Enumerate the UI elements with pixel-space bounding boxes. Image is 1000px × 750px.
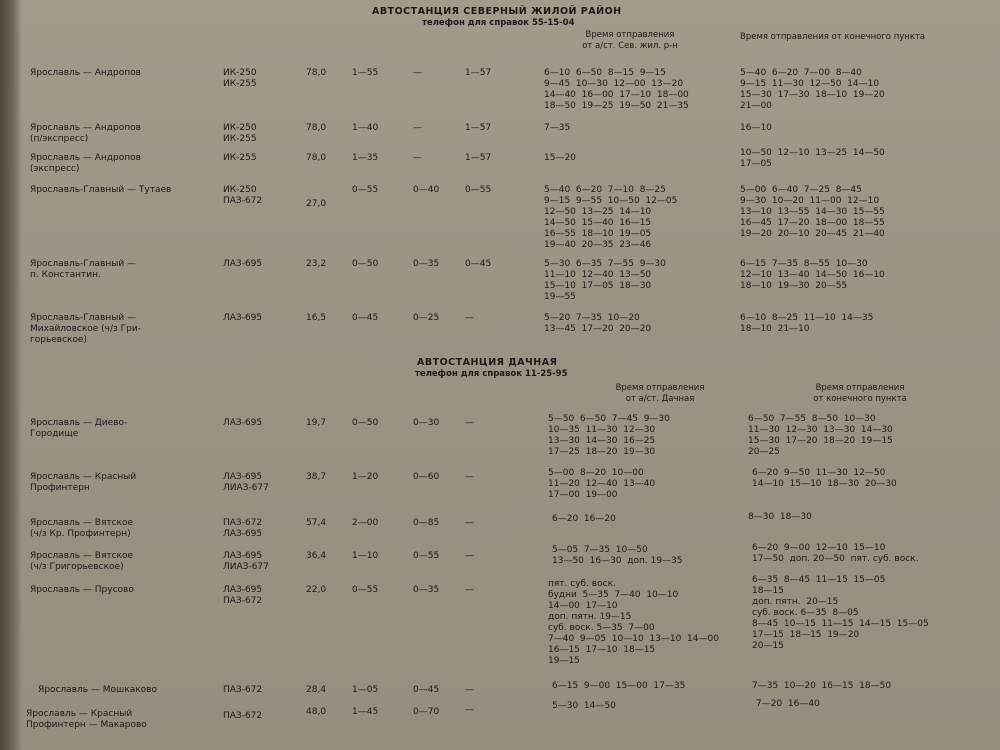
bus-type: ЛАЗ-695 ЛИАЗ-677 bbox=[223, 472, 269, 493]
travel-time-3: 1—57 bbox=[465, 123, 492, 133]
return-times: 7—35 10—20 16—15 18—50 bbox=[752, 681, 892, 691]
travel-time-3: 1—57 bbox=[465, 68, 492, 78]
travel-time-2: 0—45 bbox=[413, 685, 440, 695]
travel-time-3: 1—57 bbox=[465, 153, 492, 163]
return-times: 8—30 18—30 bbox=[748, 512, 812, 522]
departure-times: 5—20 7—35 10—20 13—45 17—20 20—20 bbox=[544, 313, 652, 334]
route-name: Ярославль — Прусово bbox=[30, 585, 134, 595]
bus-type: ИК-250 ПАЗ-672 bbox=[223, 185, 263, 206]
return-times: 6—35 8—45 11—15 15—05 18—15 доп. пятн. 20—15 суб. воск. 6—35 8—05 8—45 10—15 11—15 14—15 15—05 17—15 18—15 19—20 20—15 bbox=[752, 575, 929, 651]
distance: 78,0 bbox=[306, 68, 327, 78]
distance: 22,0 bbox=[306, 585, 327, 595]
travel-time-3: — bbox=[465, 551, 474, 561]
travel-time-3: — bbox=[465, 472, 474, 482]
bus-type: ПАЗ-672 ЛАЗ-695 bbox=[223, 518, 263, 539]
return-times: 5—40 6—20 7—00 8—40 9—15 11—30 12—50 14—10 15—30 17—30 18—10 19—20 21—00 bbox=[740, 68, 885, 111]
bus-type: ЛАЗ-695 ПАЗ-672 bbox=[223, 585, 263, 606]
travel-time-2: 0—70 bbox=[413, 707, 440, 717]
bus-type: ПАЗ-672 bbox=[223, 685, 263, 695]
route-name: Ярославль — Красный Профинтерн — Макарово bbox=[26, 709, 147, 730]
travel-time-3: — bbox=[465, 585, 474, 595]
distance: 16,5 bbox=[306, 313, 327, 323]
departure-times: 5—00 8—20 10—00 11—20 12—40 13—40 17—00 19—00 bbox=[548, 468, 656, 500]
travel-time: 0—55 bbox=[352, 585, 379, 595]
travel-time: 1—20 bbox=[352, 472, 379, 482]
travel-time-2: 0—55 bbox=[413, 551, 440, 561]
distance: 28,4 bbox=[306, 685, 327, 695]
return-times: 7—20 16—40 bbox=[756, 699, 820, 709]
bus-type: ПАЗ-672 bbox=[223, 711, 263, 721]
route-name: Ярославль — Андропов (экспресс) bbox=[30, 153, 141, 174]
travel-time-3: 0—55 bbox=[465, 185, 492, 195]
return-times: 5—00 6—40 7—25 8—45 9—30 10—20 11—00 12—10 13—10 13—55 14—30 15—55 16—45 17—20 18—00 18—55 19—20 20—10 20—45 21—40 bbox=[740, 185, 885, 239]
travel-time-2: — bbox=[413, 68, 422, 78]
route-name: Ярославль — Вятское (ч/з Григорьевское) bbox=[30, 551, 134, 572]
distance: 78,0 bbox=[306, 123, 327, 133]
route-name: Ярославль — Мошкаково bbox=[38, 685, 157, 695]
route-name: Ярославль-Главный — п. Константин. bbox=[30, 259, 137, 280]
ret-header-north: Время отправления от конечного пункта bbox=[740, 32, 926, 42]
travel-time-3: — bbox=[465, 685, 474, 695]
departure-times: 6—15 9—00 15—00 17—35 bbox=[552, 681, 686, 691]
bus-type: ЛАЗ-695 bbox=[223, 313, 263, 323]
ret-header-dachnaya: Время отправления от конечного пункта bbox=[813, 383, 907, 404]
travel-time-2: — bbox=[413, 153, 422, 163]
travel-time-2: 0—60 bbox=[413, 472, 440, 482]
travel-time-2: 0—40 bbox=[413, 185, 440, 195]
travel-time-2: 0—85 bbox=[413, 518, 440, 528]
return-times: 6—20 9—50 11—30 12—50 14—10 15—10 18—30 20—30 bbox=[752, 468, 897, 489]
distance: 48,0 bbox=[306, 707, 327, 717]
return-times: 16—10 bbox=[740, 123, 772, 133]
route-name: Ярославль-Главный — Тутаев bbox=[30, 185, 172, 195]
travel-time-2: — bbox=[413, 123, 422, 133]
distance: 38,7 bbox=[306, 472, 327, 482]
route-name: Ярославль — Андропов (п/экспресс) bbox=[30, 123, 141, 144]
travel-time-3: — bbox=[465, 518, 474, 528]
travel-time: 0—50 bbox=[352, 259, 379, 269]
travel-time: 0—45 bbox=[352, 313, 379, 323]
bus-type: ИК-250 ИК-255 bbox=[223, 123, 257, 144]
bus-type: ИК-255 bbox=[223, 153, 257, 163]
departure-times: 5—30 14—50 bbox=[552, 701, 616, 711]
bus-type: ЛАЗ-695 bbox=[223, 259, 263, 269]
distance: 23,2 bbox=[306, 259, 327, 269]
travel-time: 1—55 bbox=[352, 68, 379, 78]
distance: 27,0 bbox=[306, 199, 327, 209]
return-times: 6—15 7—35 8—55 10—30 12—10 13—40 14—50 16—10 18—10 19—30 20—55 bbox=[740, 259, 885, 291]
departure-times: 5—40 6—20 7—10 8—25 9—15 9—55 10—50 12—05 12—50 13—25 14—10 14—50 15—40 16—15 16—55 18—10 19—05 19—40 20—35 23—46 bbox=[544, 185, 678, 250]
departure-times: 5—50 6—50 7—45 9—30 10—35 11—30 12—30 13—30 14—30 16—25 17—25 18—20 19—30 bbox=[548, 414, 670, 457]
page-edge-shadow bbox=[0, 0, 22, 750]
travel-time-2: 0—30 bbox=[413, 418, 440, 428]
section-title-north: АВТОСТАНЦИЯ СЕВЕРНЫЙ ЖИЛОЙ РАЙОН bbox=[372, 6, 622, 17]
route-name: Ярославль — Красный Профинтерн bbox=[30, 472, 137, 493]
route-name: Ярославль — Андропов bbox=[30, 68, 141, 78]
return-times: 10—50 12—10 13—25 14—50 17—05 bbox=[740, 148, 885, 169]
travel-time: 1—35 bbox=[352, 153, 379, 163]
section-title-dachnaya: АВТОСТАНЦИЯ ДАЧНАЯ bbox=[417, 357, 558, 368]
departure-times: 6—10 6—50 8—15 9—15 9—45 10—30 12—00 13—20 14—40 16—00 17—10 18—00 18—50 19—25 19—50 21—35 bbox=[544, 68, 689, 111]
travel-time-2: 0—35 bbox=[413, 259, 440, 269]
travel-time: 1—10 bbox=[352, 551, 379, 561]
departure-times: 15—20 bbox=[544, 153, 576, 163]
bus-type: ЛАЗ-695 ЛИАЗ-677 bbox=[223, 551, 269, 572]
distance: 57,4 bbox=[306, 518, 327, 528]
travel-time: 1—05 bbox=[352, 685, 379, 695]
departure-times: 7—35 bbox=[544, 123, 571, 133]
bus-type: ЛАЗ-695 bbox=[223, 418, 263, 428]
travel-time-3: — bbox=[465, 418, 474, 428]
section-phone-dachnaya: телефон для справок 11-25-95 bbox=[415, 369, 568, 379]
travel-time: 2—00 bbox=[352, 518, 379, 528]
distance: 78,0 bbox=[306, 153, 327, 163]
return-times: 6—10 8—25 11—10 14—35 18—10 21—10 bbox=[740, 313, 874, 334]
section-phone-north: телефон для справок 55-15-04 bbox=[422, 18, 575, 28]
travel-time: 0—55 bbox=[352, 185, 379, 195]
departure-times: 5—30 6—35 7—55 9—30 11—10 12—40 13—50 15—10 17—05 18—30 19—55 bbox=[544, 259, 666, 302]
travel-time-2: 0—25 bbox=[413, 313, 440, 323]
dep-header-north: Время отправления от а/ст. Сев. жил. р-н bbox=[582, 30, 678, 51]
travel-time: 1—40 bbox=[352, 123, 379, 133]
dep-header-dachnaya: Время отправления от а/ст. Дачная bbox=[615, 383, 705, 404]
distance: 36,4 bbox=[306, 551, 327, 561]
return-times: 6—50 7—55 8—50 10—30 11—30 12—30 13—30 14—30 15—30 17—20 18—20 19—15 20—25 bbox=[748, 414, 893, 457]
route-name: Ярославль — Диево- Городище bbox=[30, 418, 128, 439]
route-name: Ярославль-Главный — Михайловское (ч/з Гри- горьевское) bbox=[30, 313, 141, 345]
travel-time-3: — bbox=[465, 705, 474, 715]
travel-time-3: 0—45 bbox=[465, 259, 492, 269]
departure-times: 6—20 16—20 bbox=[552, 514, 616, 524]
return-times: 6—20 9—00 12—10 15—10 17—50 доп. 20—50 пят. суб. воск. bbox=[752, 543, 919, 564]
travel-time-3: — bbox=[465, 313, 474, 323]
departure-times: 5—05 7—35 10—50 13—50 16—30 доп. 19—35 bbox=[552, 545, 683, 566]
route-name: Ярославль — Вятское (ч/з Кр. Профинтерн) bbox=[30, 518, 134, 539]
travel-time-2: 0—35 bbox=[413, 585, 440, 595]
distance: 19,7 bbox=[306, 418, 327, 428]
travel-time: 0—50 bbox=[352, 418, 379, 428]
travel-time: 1—45 bbox=[352, 707, 379, 717]
departure-times: пят. суб. воск. будни 5—35 7—40 10—10 14—00 17—10 доп. пятн. 19—15 суб. воск. 5—35 7—00 7—40 9—05 10—10 13—10 14—00 16—15 17—10 18—15 19—15 bbox=[548, 579, 719, 666]
bus-type: ИК-250 ИК-255 bbox=[223, 68, 257, 89]
